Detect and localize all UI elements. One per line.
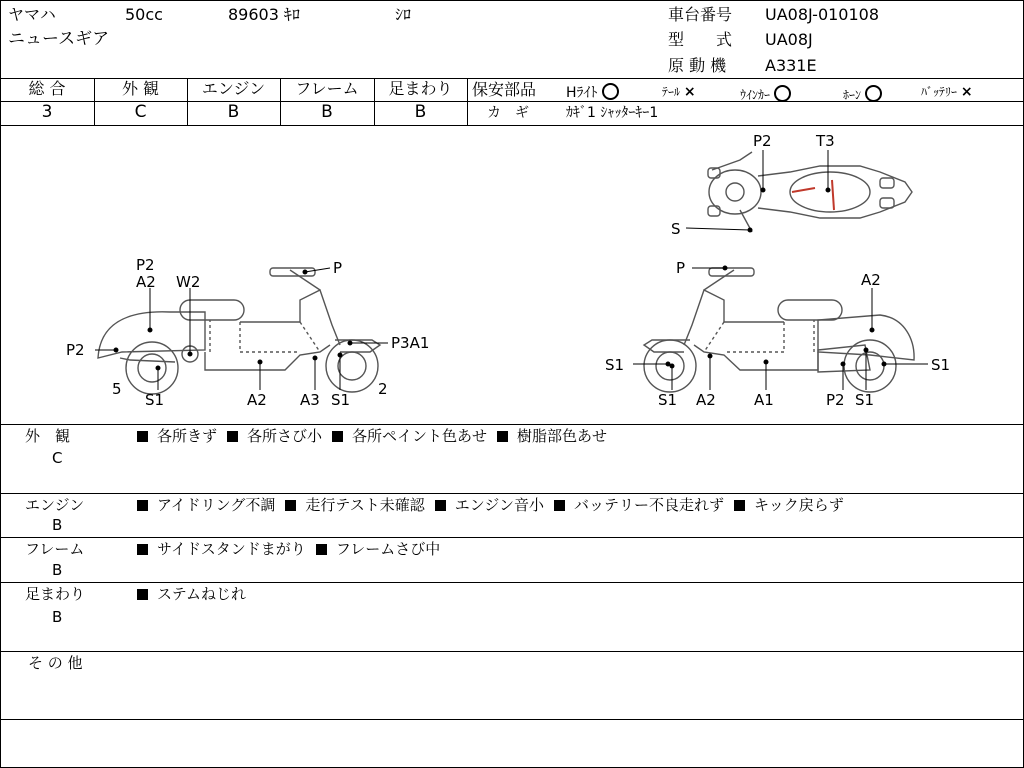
- safety-item-battery: ﾊﾞｯﾃﾘｰ ×: [921, 84, 973, 100]
- bullet-icon: [734, 500, 745, 511]
- safety-item-tail: ﾃｰﾙ ×: [662, 84, 696, 100]
- diagram-label: S1: [855, 391, 875, 409]
- diagram-label: P: [676, 259, 686, 277]
- section-divider: [0, 582, 1024, 583]
- diagram-label: T3: [816, 132, 835, 150]
- grade-value-engine: B: [227, 102, 240, 122]
- section-grade-frame: B: [52, 561, 63, 579]
- section-grade-suspension: B: [52, 608, 63, 626]
- diagram-label: S1: [605, 356, 625, 374]
- diagram-label: P: [333, 259, 343, 277]
- safety-label: 保安部品: [472, 80, 537, 99]
- bullet-icon: [554, 500, 565, 511]
- diagram-label: P2: [753, 132, 772, 150]
- safety-item-winker: ｳｲﾝｶｰ: [740, 85, 791, 102]
- key-label: カ ギ: [487, 105, 529, 121]
- key-value: ｶｷﾞ1 ｼｬｯﾀｰｷｰ1: [566, 105, 659, 121]
- section-divider: [0, 719, 1024, 720]
- section-name-engine: エンジン: [25, 496, 85, 514]
- maker: ヤマハ: [8, 5, 56, 24]
- section-grade-engine: B: [52, 516, 63, 534]
- diagram-label: S1: [145, 391, 165, 409]
- grade-value-exterior: C: [134, 102, 147, 122]
- mileage: 89603 ｷﾛ: [228, 5, 300, 24]
- bullet-icon: [137, 589, 148, 600]
- bullet-icon: [497, 431, 508, 442]
- color: ｼﾛ: [395, 5, 412, 24]
- bullet-icon: [285, 500, 296, 511]
- diagram-label: A3: [300, 391, 320, 409]
- cross-mark-icon: ×: [683, 84, 696, 100]
- type-label: 型 式: [668, 30, 733, 49]
- engine-value: A331E: [765, 56, 817, 75]
- safety-item-headlight: Hﾗｲﾄ: [566, 83, 619, 100]
- diagram-label: S1: [331, 391, 351, 409]
- frame-no: UA08J-010108: [765, 5, 880, 24]
- grade-label-overall: 総 合: [28, 79, 66, 98]
- grade-label-frame: フレーム: [295, 79, 359, 98]
- cross-mark-icon: ×: [960, 84, 973, 100]
- section-name-exterior: 外 観: [25, 427, 71, 445]
- diagram-label: S1: [658, 391, 678, 409]
- top-view-scooter: [708, 152, 912, 232]
- grade-value-suspension: B: [414, 102, 427, 122]
- diagram-label: P3A1: [391, 334, 430, 352]
- diagram-label: P2: [826, 391, 845, 409]
- suspension-notes: ステムねじれ: [137, 587, 256, 602]
- section-grade-exterior: C: [52, 449, 63, 467]
- diagram-label: P2: [136, 256, 155, 274]
- diagram-label: A2: [247, 391, 267, 409]
- exterior-notes: 各所きず 各所さび小 各所ペイント色あせ 樹脂部色あせ: [137, 429, 617, 444]
- diagram-label: A2: [696, 391, 716, 409]
- grade-label-exterior: 外 観: [121, 79, 160, 98]
- section-divider: [0, 651, 1024, 652]
- diagram-label: 2: [378, 380, 388, 398]
- diagram-label: A1: [754, 391, 774, 409]
- displacement: 50cc: [125, 5, 163, 24]
- frame-no-label: 車台番号: [668, 5, 733, 24]
- section-divider: [0, 537, 1024, 538]
- diagram-label: 5: [112, 380, 122, 398]
- bullet-icon: [227, 431, 238, 442]
- grade-label-engine: エンジン: [201, 79, 266, 98]
- safety-item-horn: ﾎｰﾝ: [843, 85, 882, 102]
- section-name-suspension: 足まわり: [25, 585, 86, 603]
- bullet-icon: [137, 500, 148, 511]
- grade-value-overall: 3: [41, 102, 53, 122]
- bullet-icon: [137, 431, 148, 442]
- diagram-label: A2: [136, 273, 156, 291]
- section-name-frame: フレーム: [25, 540, 85, 558]
- engine-notes: アイドリング不調 走行テスト未確認 エンジン音小 バッテリー不良走れず キック戻らず: [137, 498, 854, 513]
- section-name-other: そ の 他: [28, 654, 83, 672]
- diagram-label: S1: [931, 356, 951, 374]
- diagram-label: P2: [66, 341, 85, 359]
- diagram-label: W2: [176, 273, 201, 291]
- bullet-icon: [332, 431, 343, 442]
- engine-label: 原 動 機: [668, 56, 727, 75]
- section-divider: [0, 493, 1024, 494]
- type-value: UA08J: [765, 30, 813, 49]
- grade-label-suspension: 足まわり: [388, 79, 453, 98]
- diagram-label: S: [671, 220, 681, 238]
- bullet-icon: [316, 544, 327, 555]
- model-name: ニュースギア: [8, 29, 110, 49]
- bullet-icon: [435, 500, 446, 511]
- diagram-label: A2: [861, 271, 881, 289]
- frame-notes: サイドスタンドまがり フレームさび中: [137, 542, 450, 557]
- bullet-icon: [137, 544, 148, 555]
- grade-value-frame: B: [321, 102, 333, 122]
